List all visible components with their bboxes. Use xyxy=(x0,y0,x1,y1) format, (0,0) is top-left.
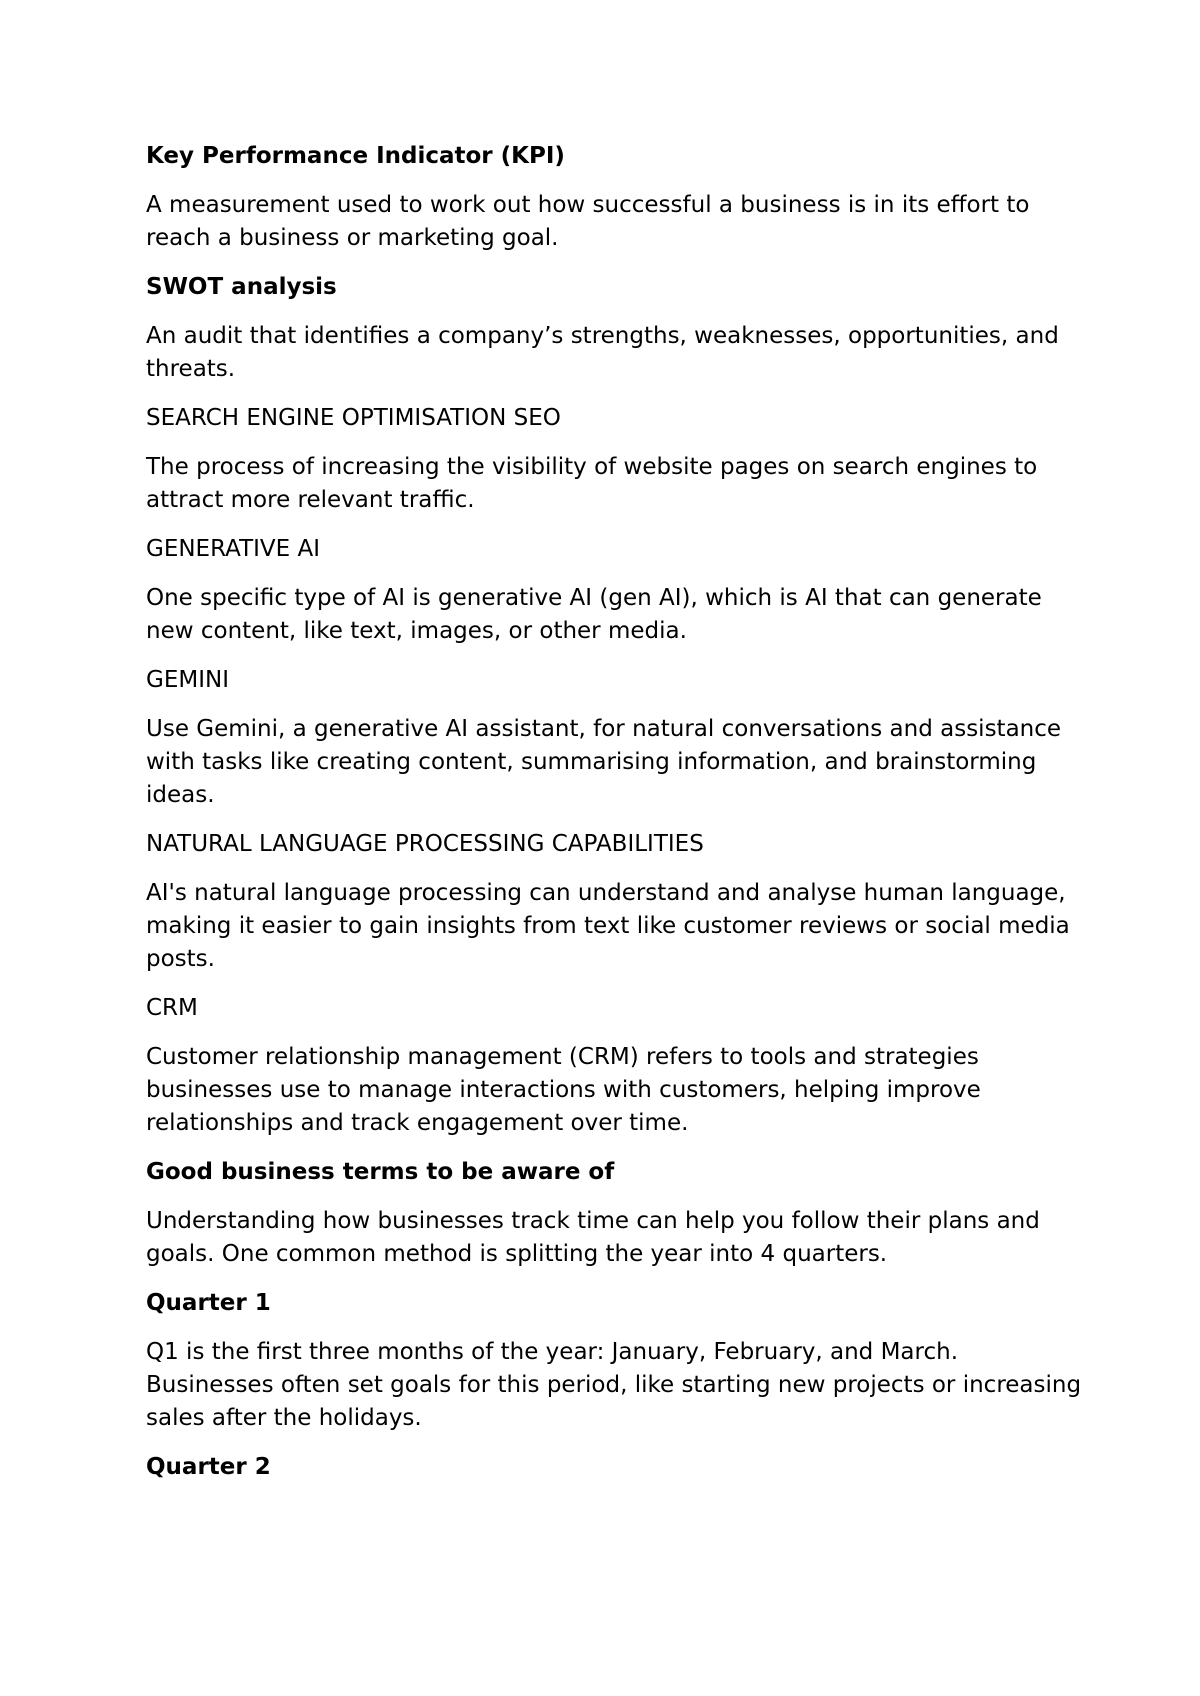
business-terms-intro: Understanding how businesses track time can help you follow their plans and goals. One common method is splitting the year into 4 quarters. xyxy=(146,1208,1040,1267)
term-gemini-heading: GEMINI xyxy=(146,667,229,693)
term-nlp-heading: NATURAL LANGUAGE PROCESSING CAPABILITIES xyxy=(146,831,704,857)
term-nlp-definition: AI's natural language processing can understand and analyse human language, making it easier to gain insights from text like customer reviews or social media posts. xyxy=(146,880,1070,972)
term-swot-heading: SWOT analysis xyxy=(146,274,337,300)
document-body xyxy=(146,140,1086,1500)
term-generative-ai-definition: One specific type of AI is generative AI (gen AI), which is AI that can generate new content, like text, images, or other media. xyxy=(146,585,1042,644)
term-seo-definition: The process of increasing the visibility of website pages on search engines to attract more relevant traffic. xyxy=(146,454,1038,513)
quarter-1-heading: Quarter 1 xyxy=(146,1290,271,1316)
quarter-1-text: Q1 is the first three months of the year: January, February, and March. Businesses often set goals for this period, like starting new projects or increasing sales after the holidays. xyxy=(146,1339,1082,1431)
term-kpi-heading: Key Performance Indicator (KPI) xyxy=(146,143,565,169)
term-swot-definition: An audit that identifies a company’s strengths, weaknesses, opportunities, and threats. xyxy=(146,323,1059,382)
business-terms-heading: Good business terms to be aware of xyxy=(146,1159,615,1185)
term-crm-definition: Customer relationship management (CRM) refers to tools and strategies businesses use to manage interactions with customers, helping improve relationships and track engagement over time. xyxy=(146,1044,981,1136)
term-crm-heading: CRM xyxy=(146,995,198,1021)
term-gemini-definition: Use Gemini, a generative AI assistant, for natural conversations and assistance with tasks like creating content, summarising information, and brainstorming ideas. xyxy=(146,716,1062,808)
quarter-2-heading: Quarter 2 xyxy=(146,1454,271,1480)
term-generative-ai-heading: GENERATIVE AI xyxy=(146,536,321,562)
term-seo-heading: SEARCH ENGINE OPTIMISATION SEO xyxy=(146,405,561,431)
term-kpi-definition: A measurement used to work out how successful a business is in its effort to reach a business or marketing goal. xyxy=(146,192,1030,251)
